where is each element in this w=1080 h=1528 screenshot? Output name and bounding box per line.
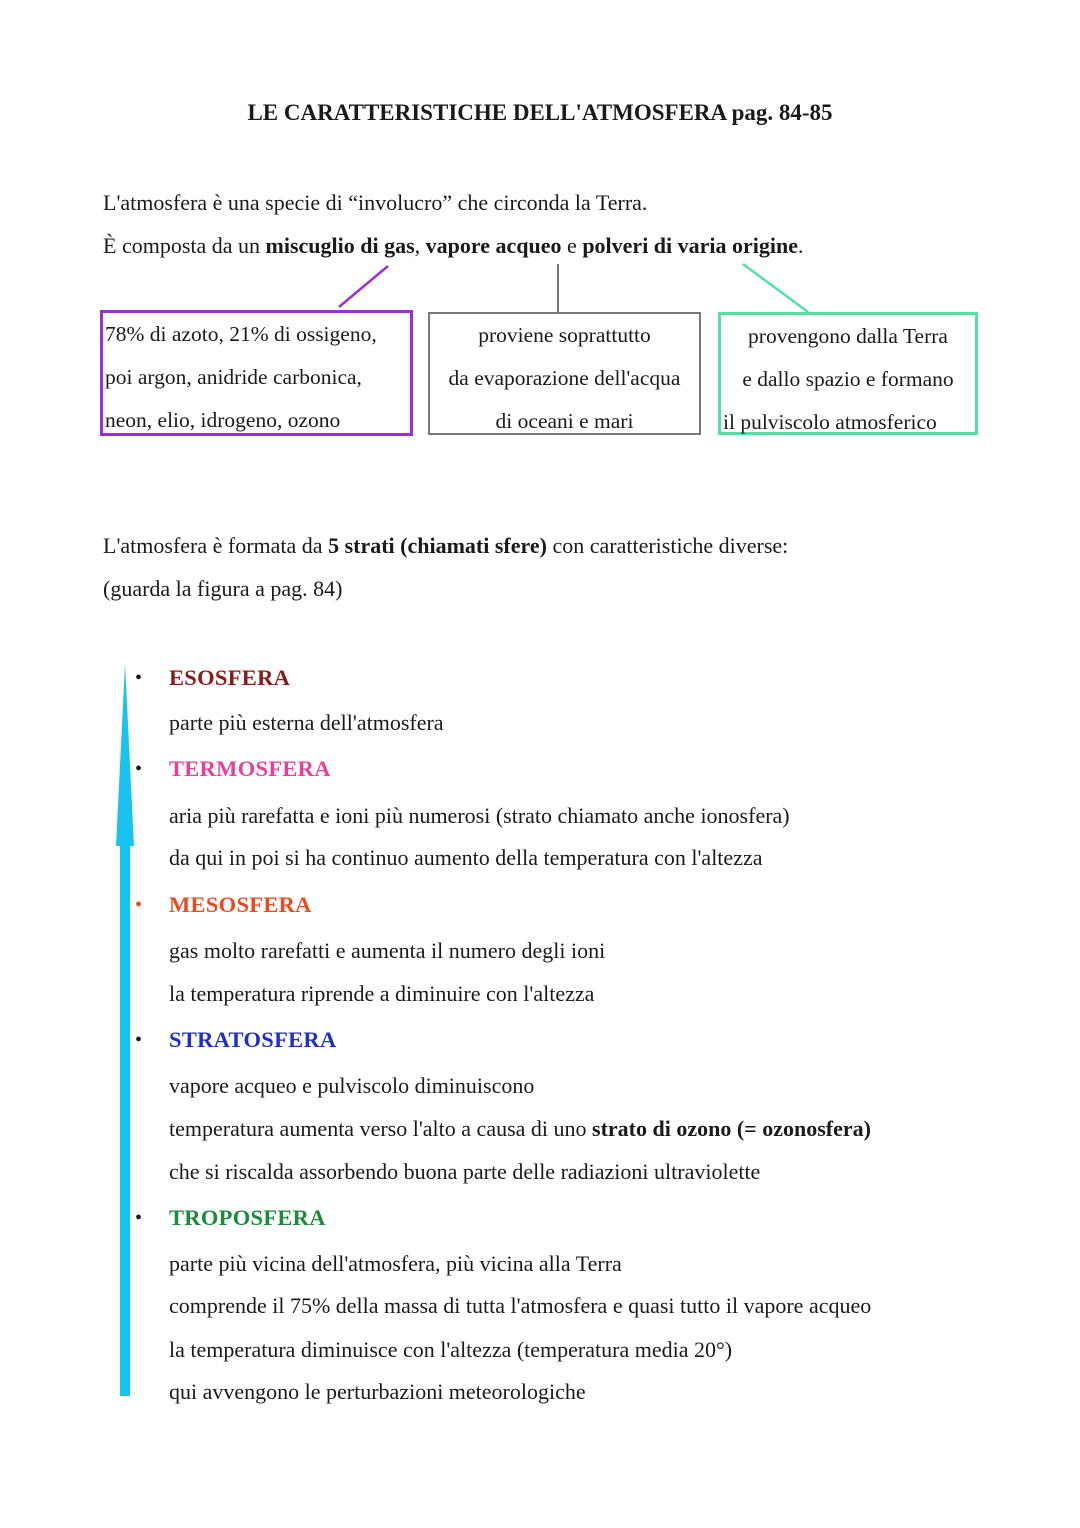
layer-mesosfera-title: MESOSFERA bbox=[169, 892, 312, 917]
intro-text: È composta da un bbox=[103, 233, 266, 258]
layer-troposfera-line: la temperatura diminuisce con l'altezza (temperatura media 20°) bbox=[169, 1337, 733, 1362]
title-pages: pag. 84-85 bbox=[731, 100, 833, 125]
strati-text: L'atmosfera è formata da bbox=[103, 533, 329, 558]
layer-termosfera-title: TERMOSFERA bbox=[169, 756, 331, 781]
layer-stratosfera-line bbox=[169, 1116, 871, 1142]
box-polveri-line: e dallo spazio e formano bbox=[742, 367, 954, 391]
bullet: • bbox=[135, 1207, 143, 1229]
title-text: LE CARATTERISTICHE DELL'ATMOSFERA bbox=[247, 100, 726, 125]
intro-sep: , bbox=[414, 233, 426, 258]
strati-text: con caratteristiche diverse: bbox=[546, 533, 789, 558]
layer-stratosfera-line: vapore acqueo e pulviscolo diminuiscono bbox=[169, 1073, 535, 1098]
intro-line-1: L'atmosfera è una specie di “involucro” che circonda la Terra. bbox=[103, 190, 648, 215]
layer-mesosfera-line: gas molto rarefatti e aumenta il numero degli ioni bbox=[169, 938, 606, 963]
intro-sep: e bbox=[561, 233, 583, 258]
layer-troposfera-line: comprende il 75% della massa di tutta l'atmosfera e quasi tutto il vapore acqueo bbox=[169, 1293, 872, 1318]
layer-termosfera-line: aria più rarefatta e ioni più numerosi (strato chiamato anche ionosfera) bbox=[169, 803, 790, 828]
intro-end: . bbox=[798, 233, 804, 258]
box-polveri-line: provengono dalla Terra bbox=[748, 324, 948, 348]
box-vapore-line: di oceani e mari bbox=[495, 409, 634, 433]
keyword-vapore: vapore acqueo bbox=[425, 233, 562, 258]
layer-termosfera-line: da qui in poi si ha continuo aumento della temperatura con l'altezza bbox=[169, 845, 763, 870]
layer-mesosfera-line: la temperatura riprende a diminuire con l'altezza bbox=[169, 981, 595, 1006]
strati-figure-ref: (guarda la figura a pag. 84) bbox=[103, 576, 343, 601]
layer-esosfera-line: parte più esterna dell'atmosfera bbox=[169, 710, 444, 735]
box-gas-line: neon, elio, idrogeno, ozono bbox=[105, 408, 341, 432]
bullet: • bbox=[135, 758, 143, 780]
arrow-shaft bbox=[120, 846, 130, 1396]
box-polveri-line: il pulviscolo atmosferico bbox=[723, 410, 937, 434]
layer-esosfera-title: ESOSFERA bbox=[169, 665, 291, 690]
stratosfera-text: temperatura aumenta verso l'alto a causa di uno bbox=[169, 1116, 593, 1141]
arrow-head bbox=[116, 664, 134, 846]
layer-troposfera-line: qui avvengono le perturbazioni meteorologiche bbox=[169, 1379, 586, 1404]
box-gas-line: 78% di azoto, 21% di ossigeno, bbox=[105, 322, 377, 346]
layer-stratosfera-title: STRATOSFERA bbox=[169, 1027, 337, 1052]
ozonosfera-bold: strato di ozono (= ozonosfera) bbox=[592, 1116, 871, 1141]
box-gas-line: poi argon, anidride carbonica, bbox=[105, 365, 362, 389]
bullet: • bbox=[135, 667, 143, 689]
strati-bold: 5 strati (chiamati sfere) bbox=[328, 533, 547, 558]
layer-troposfera-title: TROPOSFERA bbox=[169, 1205, 326, 1230]
bullet: • bbox=[135, 1029, 143, 1051]
bullet: • bbox=[135, 894, 143, 916]
keyword-polveri: polveri di varia origine bbox=[582, 233, 799, 258]
layer-troposfera-line: parte più vicina dell'atmosfera, più vicina alla Terra bbox=[169, 1251, 622, 1276]
box-vapore-line: da evaporazione dell'acqua bbox=[448, 366, 681, 390]
box-vapore-line: proviene soprattutto bbox=[478, 323, 651, 347]
layer-stratosfera-line: che si riscalda assorbendo buona parte delle radiazioni ultraviolette bbox=[169, 1159, 761, 1184]
keyword-gas: miscuglio di gas bbox=[265, 233, 415, 258]
